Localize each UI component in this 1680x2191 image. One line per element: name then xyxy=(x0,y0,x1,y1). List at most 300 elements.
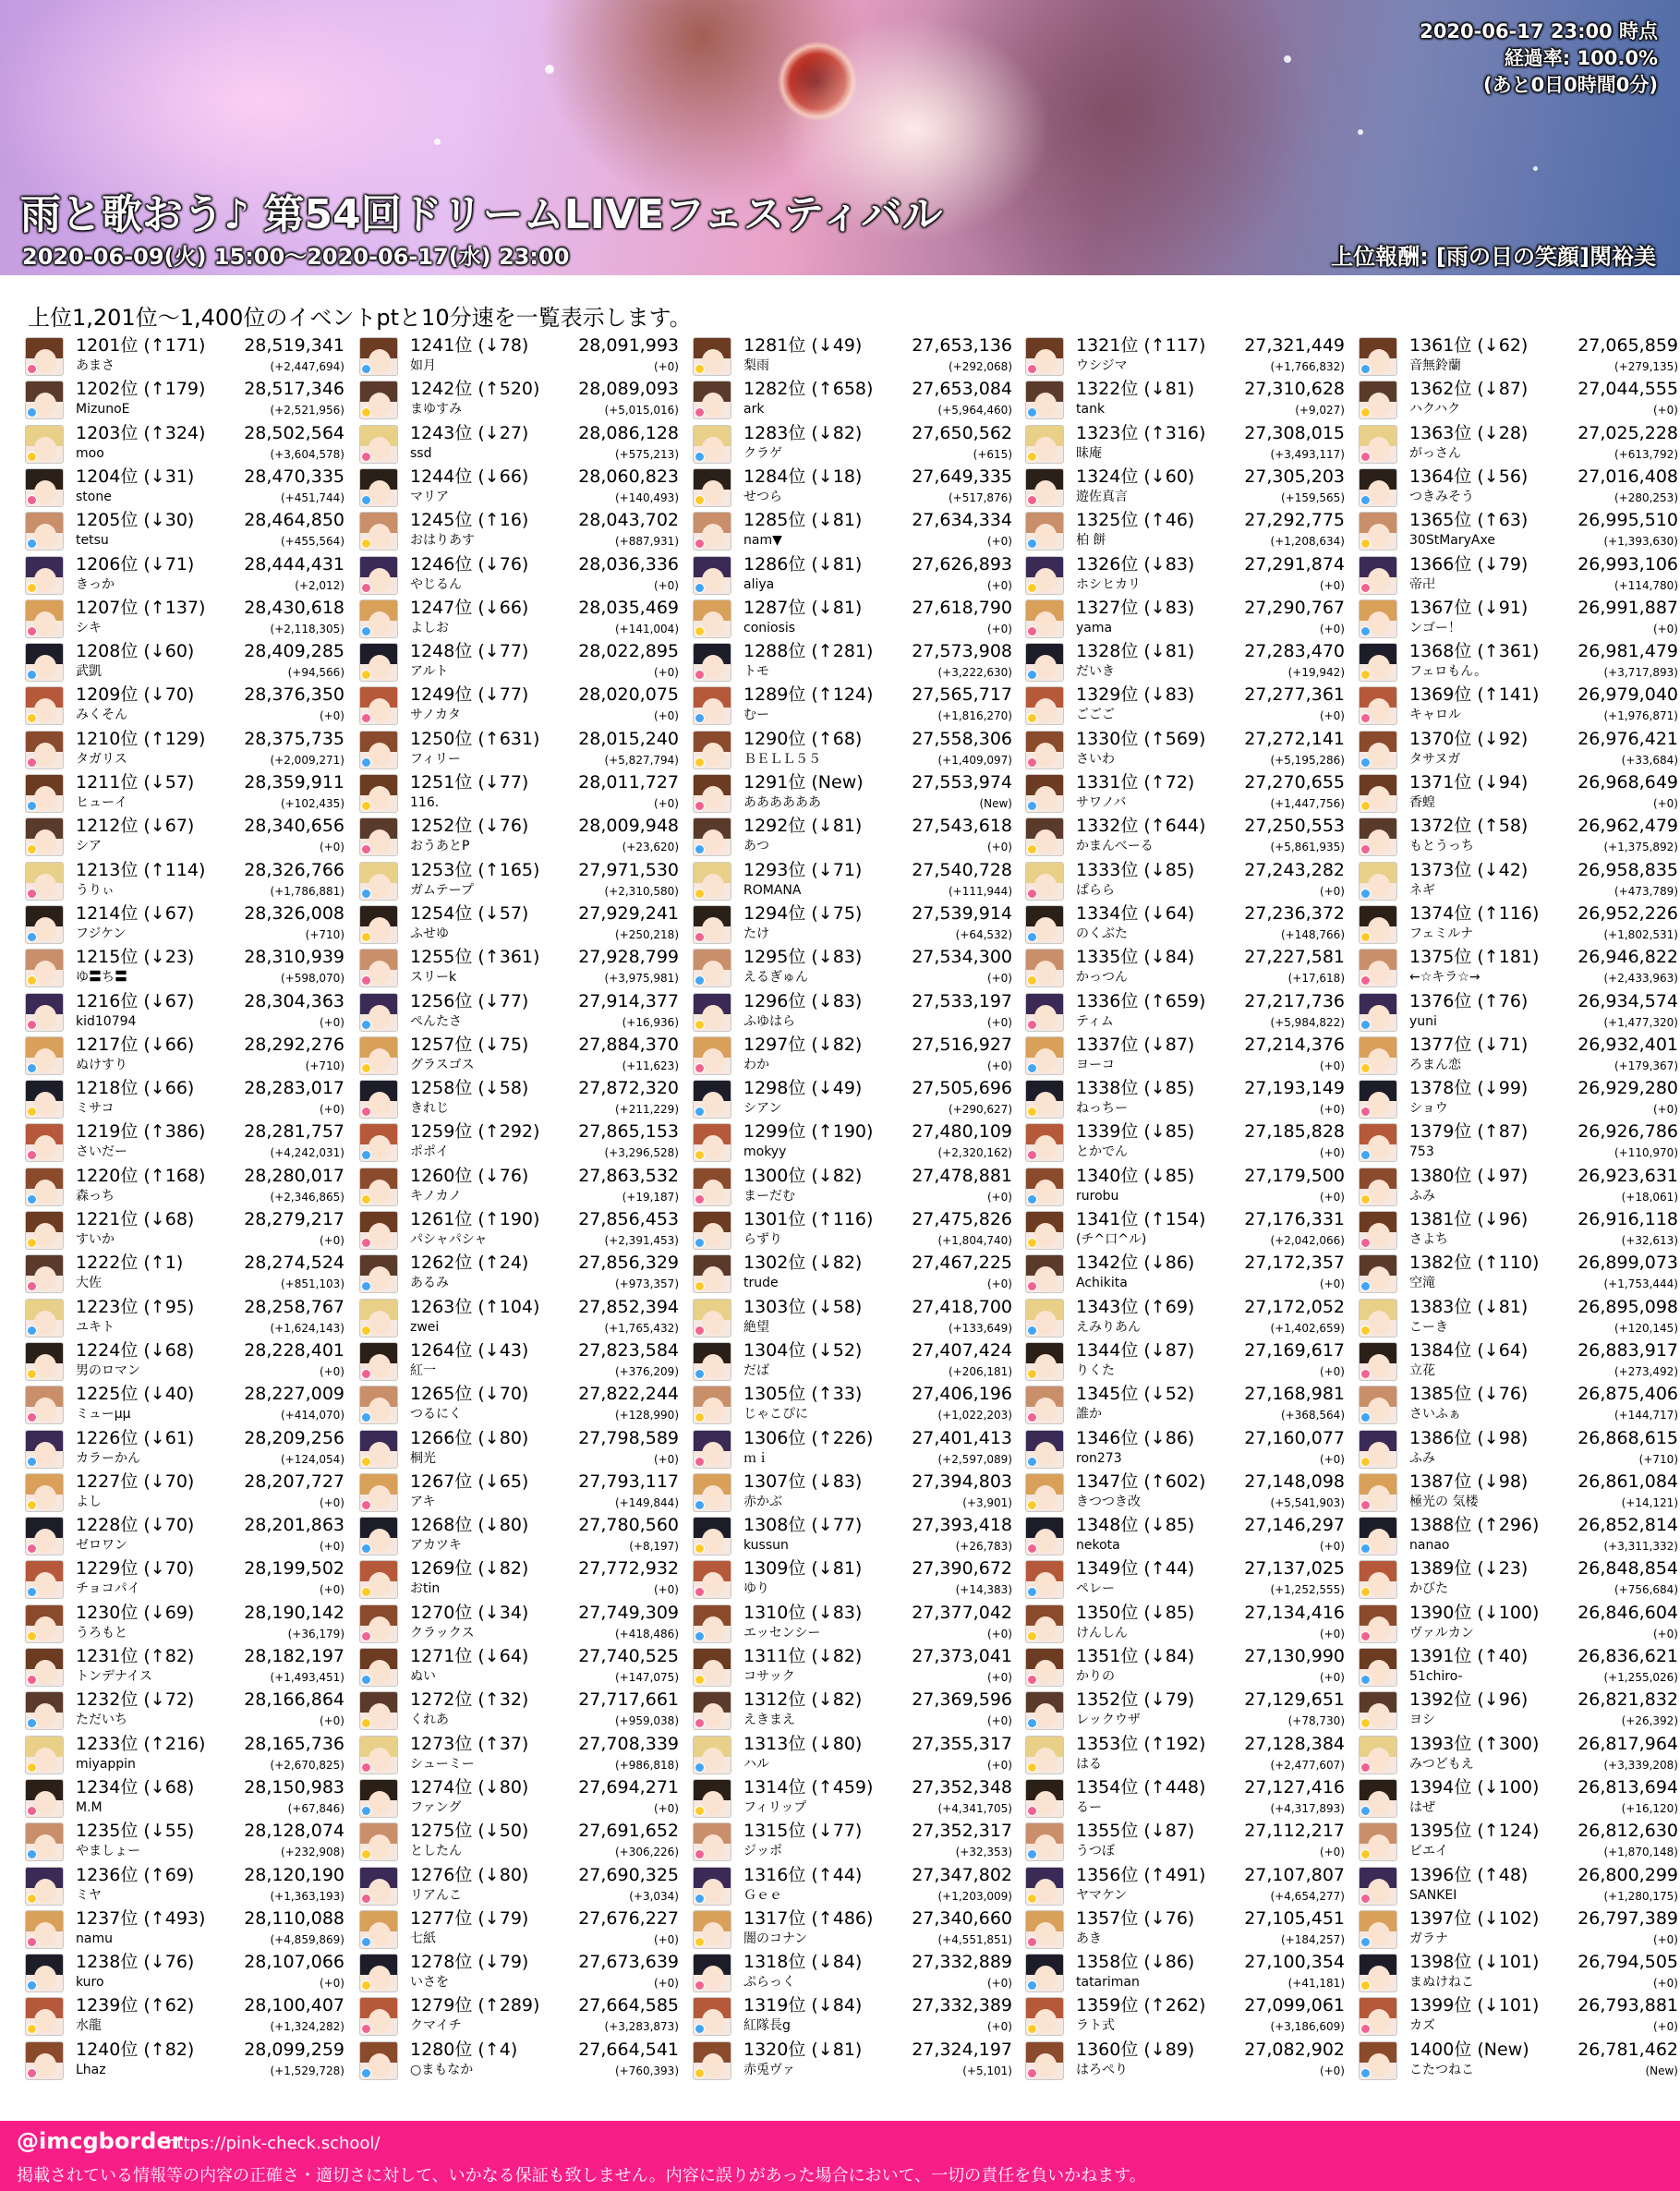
event-points: 27,355,317 xyxy=(912,1733,1012,1754)
event-points: 27,321,449 xyxy=(1244,335,1345,356)
player-name: 753 xyxy=(1409,1144,1434,1160)
avatar-face xyxy=(702,1092,724,1116)
avatar-face xyxy=(702,1398,724,1422)
ten-minute-speed: (+710) xyxy=(305,1059,344,1072)
ranking-entry xyxy=(359,947,679,990)
idol-avatar xyxy=(1025,425,1064,464)
ranking-entry xyxy=(1359,1603,1678,1646)
ranking-entry xyxy=(693,947,1012,990)
ranking-entry xyxy=(359,1253,679,1296)
event-points: 27,690,325 xyxy=(578,1864,679,1885)
player-name: はぜ xyxy=(1409,1799,1435,1815)
event-points: 27,694,271 xyxy=(578,1776,679,1798)
idol-avatar xyxy=(693,774,731,813)
ranking-entry xyxy=(25,903,344,947)
player-name: ただいち xyxy=(76,1713,127,1728)
rank-label: 1322位 (↓81) xyxy=(1076,379,1195,400)
avatar-face xyxy=(702,1660,724,1684)
attribute-badge-icon xyxy=(1360,1369,1371,1379)
ranking-entry xyxy=(693,1603,1012,1646)
rank-label: 1201位 (↑171) xyxy=(76,335,206,356)
avatar-face xyxy=(369,1135,391,1159)
rank-label: 1374位 (↑116) xyxy=(1409,902,1540,924)
player-name: ぺんたさ xyxy=(410,1013,462,1029)
ten-minute-speed: (+36,179) xyxy=(287,1627,344,1640)
ten-minute-speed: (+5,195,286) xyxy=(1270,753,1345,767)
ten-minute-speed: (+1,447,756) xyxy=(1270,797,1345,810)
attribute-badge-icon xyxy=(361,1543,371,1554)
ranking-entry xyxy=(693,903,1012,947)
avatar-face xyxy=(1368,437,1390,461)
rank-label: 1381位 (↓96) xyxy=(1409,1209,1529,1229)
ten-minute-speed: (+111,944) xyxy=(948,884,1012,898)
ten-minute-speed: (+2,521,956) xyxy=(270,404,344,418)
avatar-face xyxy=(1034,349,1057,373)
avatar-face xyxy=(1368,1485,1390,1509)
ten-minute-speed: (+17,618) xyxy=(1287,972,1345,986)
ranking-entry xyxy=(1359,1558,1678,1602)
rank-label: 1250位 (↑631) xyxy=(410,728,540,749)
avatar-face xyxy=(1034,1748,1057,1772)
idol-avatar xyxy=(25,1867,64,1906)
player-name: ミヤ xyxy=(76,1887,102,1903)
avatar-face xyxy=(34,1048,56,1072)
attribute-badge-icon xyxy=(27,539,37,549)
ten-minute-speed: (+128,990) xyxy=(614,1409,679,1422)
attribute-badge-icon xyxy=(695,1543,705,1554)
player-name: だいき xyxy=(1076,664,1115,680)
player-name: ンゴー！ xyxy=(1409,620,1461,636)
rank-label: 1379位 (↑87) xyxy=(1409,1121,1529,1143)
rank-label: 1257位 (↓75) xyxy=(410,1034,529,1055)
attribute-badge-icon xyxy=(27,1325,37,1336)
ranking-entry xyxy=(693,1646,1012,1689)
event-points: 27,653,084 xyxy=(912,379,1012,400)
twitter-handle-link[interactable]: @imcgborder xyxy=(17,2128,183,2154)
idol-avatar xyxy=(1359,425,1397,464)
avatar-face xyxy=(369,480,391,504)
idol-avatar xyxy=(693,1430,731,1469)
sparkle-decoration xyxy=(434,139,441,145)
avatar-face xyxy=(34,1879,56,1903)
ten-minute-speed: (+517,876) xyxy=(948,490,1012,504)
event-points: 28,430,618 xyxy=(244,597,344,618)
attribute-badge-icon xyxy=(361,452,371,462)
player-name: こーき xyxy=(1409,1319,1448,1335)
ranking-entry xyxy=(693,423,1012,466)
rank-label: 1304位 (↓52) xyxy=(743,1339,863,1361)
avatar-face xyxy=(702,1180,724,1204)
rank-label: 1204位 (↓31) xyxy=(76,466,195,487)
attribute-badge-icon xyxy=(1360,626,1371,636)
idol-avatar xyxy=(693,337,731,376)
ten-minute-speed: (+0) xyxy=(1319,1540,1345,1554)
event-points: 26,813,694 xyxy=(1577,1776,1678,1798)
event-points: 27,708,339 xyxy=(578,1733,679,1754)
ten-minute-speed: (+23,620) xyxy=(622,841,679,854)
ten-minute-speed: (+2,391,453) xyxy=(604,1234,679,1247)
idol-avatar xyxy=(25,381,64,419)
attribute-badge-icon xyxy=(1360,844,1371,854)
event-points: 27,534,300 xyxy=(912,947,1012,968)
event-points: 27,856,453 xyxy=(578,1209,679,1229)
player-name: kid10794 xyxy=(76,1013,137,1029)
attribute-badge-icon xyxy=(695,1806,705,1816)
attribute-badge-icon xyxy=(695,1107,705,1117)
idol-avatar xyxy=(693,1604,731,1643)
player-name: かりの xyxy=(1076,1669,1115,1684)
rank-label: 1365位 (↑63) xyxy=(1409,510,1529,531)
event-points: 27,664,541 xyxy=(578,2039,679,2060)
rank-label: 1350位 (↓85) xyxy=(1076,1602,1195,1623)
idol-avatar xyxy=(1359,1779,1397,1818)
rank-label: 1211位 (↓57) xyxy=(76,772,195,793)
event-points: 27,478,881 xyxy=(912,1165,1012,1186)
remaining-time: (あと0日0時間0分) xyxy=(1482,74,1658,96)
avatar-face xyxy=(1368,2053,1390,2077)
player-name: ←☆キラ☆→ xyxy=(1409,970,1481,986)
attribute-badge-icon xyxy=(695,1762,705,1773)
ten-minute-speed: (+0) xyxy=(986,1627,1012,1640)
player-name: 立花 xyxy=(1409,1362,1435,1378)
ten-minute-speed: (+14,383) xyxy=(955,1583,1012,1597)
player-name: もとうっち xyxy=(1409,839,1474,854)
player-name: あつ xyxy=(743,839,769,854)
player-name: じゃこぴに xyxy=(743,1407,808,1422)
avatar-face xyxy=(369,1572,391,1596)
idol-avatar xyxy=(1025,1473,1064,1512)
event-points: 28,207,727 xyxy=(244,1471,344,1492)
attribute-badge-icon xyxy=(361,1325,371,1336)
ten-minute-speed: (+0) xyxy=(986,535,1012,549)
ten-minute-speed: (+3,604,578) xyxy=(270,447,344,461)
ranking-entry xyxy=(1359,772,1678,816)
event-points: 27,798,589 xyxy=(578,1427,679,1448)
ten-minute-speed: (+1,870,148) xyxy=(1603,1846,1678,1859)
attribute-badge-icon xyxy=(1027,1457,1037,1467)
ten-minute-speed: (+0) xyxy=(986,2020,1012,2034)
idol-avatar xyxy=(25,425,64,464)
event-points: 27,214,376 xyxy=(1244,1034,1345,1055)
attribute-badge-icon xyxy=(1360,757,1371,768)
attribute-badge-icon xyxy=(361,364,371,374)
avatar-face xyxy=(369,568,391,592)
ten-minute-speed: (+0) xyxy=(1319,1103,1345,1117)
ten-minute-speed: (+140,493) xyxy=(614,490,679,504)
event-points: 27,691,652 xyxy=(578,1821,679,1842)
rank-label: 1252位 (↓76) xyxy=(410,816,529,837)
event-points: 27,292,775 xyxy=(1244,510,1345,531)
site-url-link[interactable]: https://pink-check.school/ xyxy=(166,2134,381,2153)
rank-label: 1313位 (↓80) xyxy=(743,1733,863,1754)
ranking-entry xyxy=(693,1384,1012,1427)
ranking-entry xyxy=(1025,1471,1345,1515)
idol-avatar xyxy=(693,1560,731,1599)
idol-avatar xyxy=(1359,1822,1397,1861)
avatar-face xyxy=(702,1354,724,1378)
idol-avatar xyxy=(359,1386,398,1424)
rank-label: 1385位 (↓76) xyxy=(1409,1384,1529,1405)
event-points: 27,352,348 xyxy=(912,1776,1012,1798)
attribute-badge-icon xyxy=(695,1631,705,1641)
attribute-badge-icon xyxy=(695,539,705,549)
rank-label: 1344位 (↓87) xyxy=(1076,1339,1195,1361)
rank-label: 1272位 (↑32) xyxy=(410,1689,529,1711)
attribute-badge-icon xyxy=(695,1281,705,1291)
ranking-entry xyxy=(1359,554,1678,598)
ten-minute-speed: (+3,901) xyxy=(962,1495,1012,1509)
event-points: 27,169,617 xyxy=(1244,1339,1345,1361)
avatar-face xyxy=(1034,1092,1057,1116)
ranking-entry xyxy=(1025,554,1345,598)
avatar-face xyxy=(1034,1879,1057,1903)
event-points: 27,863,532 xyxy=(578,1165,679,1186)
ten-minute-speed: (+2,118,305) xyxy=(270,622,344,636)
avatar-face xyxy=(1368,1180,1390,1204)
avatar-face xyxy=(702,568,724,592)
rank-label: 1298位 (↓49) xyxy=(743,1078,863,1099)
ranking-entry xyxy=(359,466,679,510)
idol-avatar xyxy=(1359,1342,1397,1381)
avatar-face xyxy=(1368,1005,1390,1029)
ranking-entry xyxy=(693,991,1012,1035)
player-name: kuro xyxy=(76,1975,104,1991)
attribute-badge-icon xyxy=(1360,975,1371,986)
avatar-face xyxy=(1368,1442,1390,1466)
attribute-badge-icon xyxy=(27,932,37,942)
avatar-face xyxy=(369,2009,391,2033)
rank-label: 1256位 (↓77) xyxy=(410,990,529,1011)
event-points: 27,332,389 xyxy=(912,1995,1012,2016)
player-name: 30StMaryAxe xyxy=(1409,533,1495,549)
rank-label: 1285位 (↓81) xyxy=(743,510,863,531)
rank-label: 1308位 (↓77) xyxy=(743,1515,863,1536)
player-name: 帝卍 xyxy=(1409,576,1435,592)
ten-minute-speed: (+32,613) xyxy=(1621,1234,1678,1247)
rank-label: 1348位 (↓85) xyxy=(1076,1515,1195,1536)
rank-label: 1399位 (↓101) xyxy=(1409,1995,1540,2016)
avatar-face xyxy=(702,1048,724,1072)
idol-avatar xyxy=(693,381,731,419)
attribute-badge-icon xyxy=(695,1238,705,1248)
ranking-entry xyxy=(1025,1166,1345,1209)
avatar-face xyxy=(369,611,391,636)
ranking-entry xyxy=(1359,1734,1678,1777)
ranking-entry xyxy=(693,1821,1012,1864)
player-name: ｍｉ xyxy=(743,1450,769,1466)
player-name: わか xyxy=(743,1057,769,1072)
avatar-face xyxy=(702,1616,724,1640)
event-points: 28,015,240 xyxy=(578,728,679,749)
rank-label: 1386位 (↓98) xyxy=(1409,1427,1529,1448)
idol-avatar xyxy=(25,1822,64,1861)
idol-avatar xyxy=(25,949,64,987)
player-name: あき xyxy=(1076,1931,1102,1946)
ten-minute-speed: (+290,627) xyxy=(948,1103,1012,1117)
event-points: 27,107,807 xyxy=(1244,1864,1345,1885)
rank-label: 1232位 (↓72) xyxy=(76,1689,195,1711)
idol-avatar xyxy=(1025,599,1064,638)
attribute-badge-icon xyxy=(695,1937,705,1947)
rank-label: 1366位 (↓79) xyxy=(1409,553,1529,575)
idol-avatar xyxy=(1359,1168,1397,1206)
rank-label: 1362位 (↓87) xyxy=(1409,379,1529,400)
idol-avatar xyxy=(359,1342,398,1381)
avatar-face xyxy=(34,1572,56,1596)
avatar-face xyxy=(1034,1048,1057,1072)
ranking-entry xyxy=(693,1995,1012,2039)
attribute-badge-icon xyxy=(1360,2024,1371,2034)
ten-minute-speed: (+26,392) xyxy=(1621,1714,1678,1728)
avatar-face xyxy=(1034,1180,1057,1204)
event-points: 27,236,372 xyxy=(1244,902,1345,924)
avatar-face xyxy=(369,1966,391,1990)
ranking-entry xyxy=(359,816,679,859)
ten-minute-speed: (+2,477,607) xyxy=(1270,1758,1345,1772)
event-points: 27,065,859 xyxy=(1577,335,1678,356)
ranking-entry xyxy=(25,466,344,510)
event-points: 26,981,479 xyxy=(1577,641,1678,662)
ranking-entry xyxy=(1025,1384,1345,1427)
ranking-entry xyxy=(359,1340,679,1384)
rank-label: 1315位 (↓77) xyxy=(743,1821,863,1842)
ranking-entry xyxy=(1025,335,1345,379)
ranking-entry xyxy=(25,1777,344,1821)
ten-minute-speed: (+18,061) xyxy=(1621,1190,1678,1204)
player-name: いさを xyxy=(410,1975,449,1991)
attribute-badge-icon xyxy=(1027,1238,1037,1248)
event-points: 28,409,285 xyxy=(244,641,344,662)
avatar-face xyxy=(1368,1879,1390,1903)
attribute-badge-icon xyxy=(361,495,371,505)
event-points: 28,182,197 xyxy=(244,1646,344,1666)
attribute-badge-icon xyxy=(27,1894,37,1904)
ten-minute-speed: (+0) xyxy=(1319,1846,1345,1859)
event-points: 27,772,932 xyxy=(578,1558,679,1580)
avatar-face xyxy=(34,1834,56,1858)
idol-avatar xyxy=(359,1299,398,1338)
idol-avatar xyxy=(25,1997,64,2036)
event-points: 27,352,317 xyxy=(912,1821,1012,1842)
ranking-entry xyxy=(1359,1428,1678,1471)
ten-minute-speed: (+0) xyxy=(1319,884,1345,898)
ranking-entry xyxy=(25,1646,344,1689)
ten-minute-speed: (+414,070) xyxy=(280,1409,344,1422)
player-name: mokyy xyxy=(743,1144,787,1160)
intro-text: 上位1,201位～1,400位のイベントptと10分速を一覧表示します。 xyxy=(28,305,692,331)
idol-avatar xyxy=(25,1254,64,1293)
rank-label: 1327位 (↓83) xyxy=(1076,597,1195,618)
attribute-badge-icon xyxy=(361,757,371,768)
attribute-badge-icon xyxy=(1360,1325,1371,1336)
avatar-face xyxy=(1034,698,1057,722)
event-points: 27,347,802 xyxy=(912,1864,1012,1885)
player-name: るー xyxy=(1076,1799,1102,1815)
ranking-entry xyxy=(1359,991,1678,1035)
player-name: ゼロワン xyxy=(76,1538,127,1554)
idol-avatar xyxy=(1025,1997,1064,2036)
ranking-entry xyxy=(693,1515,1012,1558)
player-name: 如月 xyxy=(410,358,436,373)
attribute-badge-icon xyxy=(361,2068,371,2078)
ten-minute-speed: (+4,551,851) xyxy=(937,1932,1012,1946)
avatar-face xyxy=(1034,743,1057,767)
rank-label: 1363位 (↓28) xyxy=(1409,422,1529,443)
attribute-badge-icon xyxy=(695,1675,705,1685)
event-period: 2020-06-09(火) 15:00～2020-06-17(水) 23:00 xyxy=(22,244,570,270)
rank-label: 1296位 (↓83) xyxy=(743,990,863,1011)
ten-minute-speed: (+0) xyxy=(653,666,679,680)
attribute-badge-icon xyxy=(361,1762,371,1773)
avatar-face xyxy=(369,961,391,985)
event-points: 26,976,421 xyxy=(1577,728,1678,749)
ranking-entry xyxy=(1359,816,1678,859)
event-points: 27,270,655 xyxy=(1244,772,1345,793)
ten-minute-speed: (+273,492) xyxy=(1614,1364,1678,1378)
avatar-face xyxy=(702,1135,724,1159)
event-points: 28,099,259 xyxy=(244,2039,344,2060)
rank-label: 1398位 (↓101) xyxy=(1409,1952,1540,1973)
ranking-entry xyxy=(25,1166,344,1209)
rank-label: 1359位 (↑262) xyxy=(1076,1995,1206,2016)
rank-label: 1269位 (↓82) xyxy=(410,1558,529,1580)
event-points: 27,243,282 xyxy=(1244,859,1345,880)
attribute-badge-icon xyxy=(27,1412,37,1422)
ten-minute-speed: (+1,816,270) xyxy=(937,709,1012,723)
footer xyxy=(0,2121,1680,2191)
player-name: コサック xyxy=(743,1669,795,1684)
avatar-face xyxy=(34,829,56,853)
player-name: 誰か xyxy=(1076,1407,1102,1422)
rank-label: 1328位 (↓81) xyxy=(1076,641,1195,662)
rank-label: 1316位 (↑44) xyxy=(743,1864,863,1885)
idol-avatar xyxy=(693,1691,731,1730)
event-points: 26,846,604 xyxy=(1577,1602,1678,1623)
rank-label: 1346位 (↓86) xyxy=(1076,1427,1195,1448)
rank-label: 1202位 (↑179) xyxy=(76,379,206,400)
avatar-face xyxy=(1368,829,1390,853)
event-points: 27,749,309 xyxy=(578,1602,679,1623)
avatar-face xyxy=(34,1398,56,1422)
attribute-badge-icon xyxy=(1360,407,1371,418)
idol-avatar xyxy=(25,1386,64,1424)
event-points: 27,673,639 xyxy=(578,1952,679,1973)
idol-avatar xyxy=(359,1736,398,1774)
idol-avatar xyxy=(1025,686,1064,725)
attribute-badge-icon xyxy=(1027,1718,1037,1728)
sparkle-decoration xyxy=(1358,129,1363,135)
rank-label: 1255位 (↑361) xyxy=(410,947,540,968)
attribute-badge-icon xyxy=(27,452,37,462)
idol-avatar xyxy=(1025,1036,1064,1075)
idol-avatar xyxy=(1025,643,1064,682)
ranking-entry xyxy=(693,1428,1012,1471)
attribute-badge-icon xyxy=(361,1457,371,1467)
event-points: 27,272,141 xyxy=(1244,728,1345,749)
ten-minute-speed: (+0) xyxy=(1652,1932,1678,1946)
event-points: 27,467,225 xyxy=(912,1253,1012,1274)
idol-avatar xyxy=(693,1254,731,1293)
avatar-face xyxy=(1034,1616,1057,1640)
rank-label: 1216位 (↓67) xyxy=(76,990,195,1011)
player-name: nanao xyxy=(1409,1538,1450,1554)
ten-minute-speed: (+0) xyxy=(653,578,679,592)
rank-label: 1214位 (↓67) xyxy=(76,902,195,924)
rank-label: 1288位 (↑281) xyxy=(743,641,874,662)
idol-avatar xyxy=(1359,731,1397,769)
ranking-entry xyxy=(25,1078,344,1121)
ten-minute-speed: (+3,296,528) xyxy=(604,1146,679,1160)
